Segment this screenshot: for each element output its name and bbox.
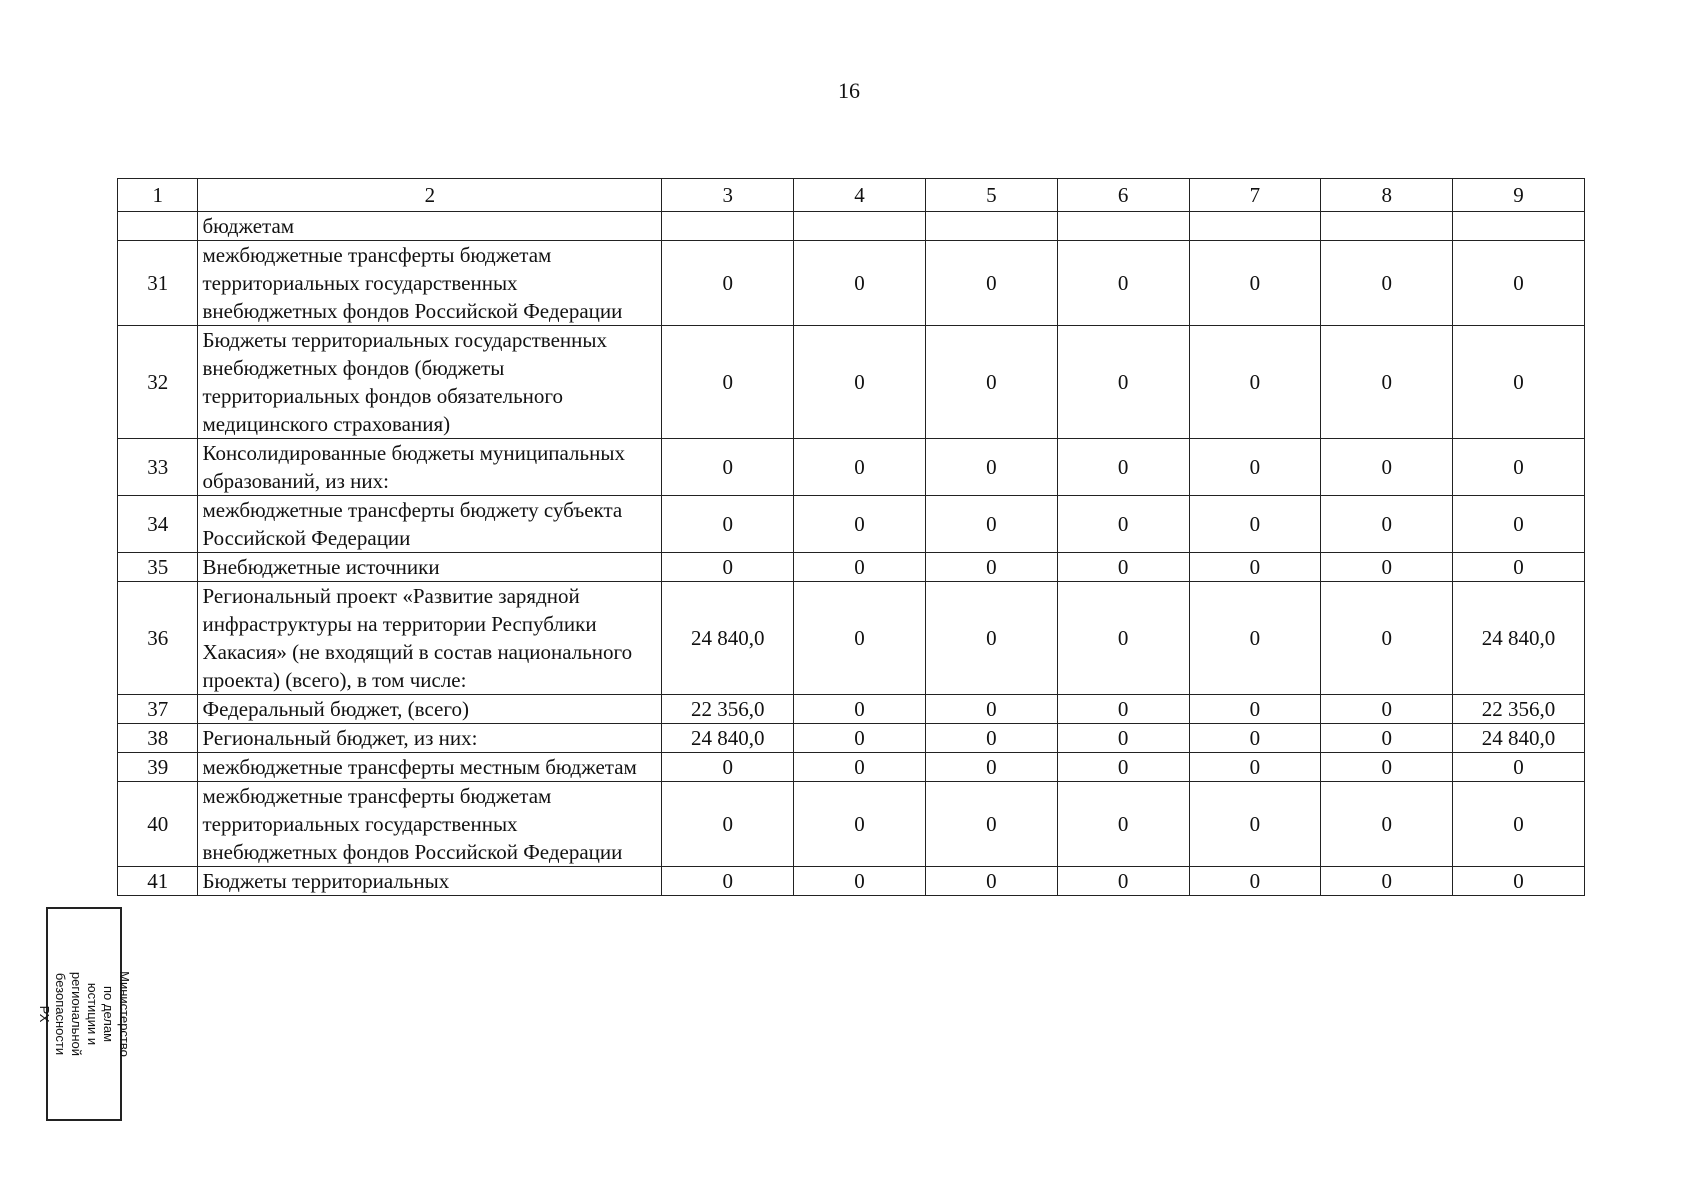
value-cell: 0 [1453, 867, 1585, 896]
value-cell: 0 [1189, 326, 1321, 439]
column-header: 6 [1057, 179, 1189, 212]
row-label: Консолидированные бюджеты муниципальных образований, из них: [198, 439, 662, 496]
value-cell: 0 [1453, 241, 1585, 326]
value-cell: 0 [662, 241, 794, 326]
value-cell: 0 [1057, 582, 1189, 695]
value-cell: 24 840,0 [1453, 724, 1585, 753]
column-header: 7 [1189, 179, 1321, 212]
value-cell: 22 356,0 [1453, 695, 1585, 724]
column-header: 8 [1321, 179, 1453, 212]
value-cell: 0 [1453, 496, 1585, 553]
value-cell: 0 [794, 326, 926, 439]
value-cell: 0 [1057, 782, 1189, 867]
value-cell [1189, 212, 1321, 241]
value-cell [1057, 212, 1189, 241]
value-cell: 0 [925, 867, 1057, 896]
value-cell: 0 [1321, 753, 1453, 782]
budget-table [117, 178, 1585, 896]
row-number: 34 [118, 496, 198, 553]
table-row [118, 241, 1585, 326]
value-cell: 0 [662, 753, 794, 782]
row-label: межбюджетные трансферты бюджету субъекта Российской Федерации [198, 496, 662, 553]
value-cell: 0 [1057, 724, 1189, 753]
value-cell [794, 212, 926, 241]
table-row [118, 582, 1585, 695]
row-label: межбюджетные трансферты местным бюджетам [198, 753, 662, 782]
value-cell: 0 [662, 496, 794, 553]
value-cell: 0 [925, 782, 1057, 867]
row-number: 39 [118, 753, 198, 782]
column-header: 3 [662, 179, 794, 212]
column-header: 1 [118, 179, 198, 212]
value-cell: 0 [1321, 782, 1453, 867]
column-header: 4 [794, 179, 926, 212]
value-cell: 0 [1189, 553, 1321, 582]
row-number: 37 [118, 695, 198, 724]
value-cell: 0 [662, 782, 794, 867]
value-cell: 0 [1189, 782, 1321, 867]
row-label: Федеральный бюджет, (всего) [198, 695, 662, 724]
column-header: 2 [198, 179, 662, 212]
row-label: межбюджетные трансферты бюджетам территориальных государственных внебюджетных фондов Российской Федерации [198, 782, 662, 867]
value-cell: 0 [1321, 326, 1453, 439]
row-label: бюджетам [198, 212, 662, 241]
row-number: 41 [118, 867, 198, 896]
value-cell: 0 [925, 582, 1057, 695]
value-cell: 0 [662, 867, 794, 896]
value-cell: 0 [1321, 582, 1453, 695]
page-number: 16 [838, 78, 860, 103]
value-cell: 24 840,0 [1453, 582, 1585, 695]
value-cell: 0 [794, 241, 926, 326]
value-cell [662, 212, 794, 241]
value-cell: 0 [1189, 695, 1321, 724]
value-cell: 0 [1321, 867, 1453, 896]
value-cell: 0 [1057, 867, 1189, 896]
value-cell [1321, 212, 1453, 241]
value-cell: 0 [1321, 241, 1453, 326]
value-cell: 0 [1057, 326, 1189, 439]
row-number: 38 [118, 724, 198, 753]
column-header: 9 [1453, 179, 1585, 212]
value-cell [1453, 212, 1585, 241]
header-row [118, 179, 1585, 212]
value-cell: 24 840,0 [662, 582, 794, 695]
table-row [118, 782, 1585, 867]
table-row [118, 753, 1585, 782]
table-row [118, 867, 1585, 896]
value-cell: 0 [1321, 439, 1453, 496]
value-cell: 0 [794, 553, 926, 582]
value-cell: 0 [662, 553, 794, 582]
row-label: межбюджетные трансферты бюджетам территориальных государственных внебюджетных фондов Российской Федерации [198, 241, 662, 326]
value-cell: 0 [1189, 867, 1321, 896]
value-cell: 0 [1321, 553, 1453, 582]
value-cell: 0 [1189, 753, 1321, 782]
value-cell: 0 [794, 695, 926, 724]
table-row [118, 553, 1585, 582]
value-cell: 0 [925, 553, 1057, 582]
value-cell: 0 [1057, 241, 1189, 326]
value-cell: 0 [794, 724, 926, 753]
value-cell: 0 [925, 753, 1057, 782]
value-cell: 0 [794, 782, 926, 867]
value-cell: 0 [1189, 582, 1321, 695]
value-cell: 0 [794, 867, 926, 896]
value-cell: 0 [794, 496, 926, 553]
row-label: Региональный проект «Развитие зарядной инфраструктуры на территории Республики Хакасия» (не входящий в состав национального проекта) (всего), в том числе: [198, 582, 662, 695]
value-cell: 0 [1057, 439, 1189, 496]
value-cell: 0 [662, 439, 794, 496]
value-cell: 0 [1189, 724, 1321, 753]
value-cell: 0 [794, 582, 926, 695]
value-cell: 0 [794, 753, 926, 782]
value-cell: 0 [1453, 439, 1585, 496]
value-cell: 0 [925, 241, 1057, 326]
value-cell: 0 [1057, 496, 1189, 553]
row-number [118, 212, 198, 241]
value-cell: 0 [1189, 439, 1321, 496]
value-cell: 0 [1189, 241, 1321, 326]
row-number: 32 [118, 326, 198, 439]
value-cell: 22 356,0 [662, 695, 794, 724]
ministry-stamp [37, 907, 132, 1121]
table-row [118, 695, 1585, 724]
table-row [118, 724, 1585, 753]
value-cell [925, 212, 1057, 241]
stamp-text: Министерство по делам юстиции и региональной безопасности РХ [37, 971, 132, 1057]
value-cell: 0 [1453, 753, 1585, 782]
value-cell: 0 [1321, 496, 1453, 553]
row-label: Бюджеты территориальных [198, 867, 662, 896]
table-row [118, 212, 1585, 241]
value-cell: 0 [1453, 553, 1585, 582]
value-cell: 0 [1057, 753, 1189, 782]
value-cell: 0 [1321, 724, 1453, 753]
row-number: 31 [118, 241, 198, 326]
value-cell: 0 [1057, 553, 1189, 582]
value-cell: 0 [925, 695, 1057, 724]
value-cell: 0 [1189, 496, 1321, 553]
row-number: 40 [118, 782, 198, 867]
value-cell: 0 [925, 724, 1057, 753]
value-cell: 24 840,0 [662, 724, 794, 753]
row-number: 33 [118, 439, 198, 496]
row-label: Внебюджетные источники [198, 553, 662, 582]
value-cell: 0 [1453, 782, 1585, 867]
row-number: 35 [118, 553, 198, 582]
value-cell: 0 [1321, 695, 1453, 724]
value-cell: 0 [1057, 695, 1189, 724]
table-row [118, 439, 1585, 496]
value-cell: 0 [794, 439, 926, 496]
table-row [118, 326, 1585, 439]
value-cell: 0 [925, 496, 1057, 553]
column-header: 5 [925, 179, 1057, 212]
table-row [118, 496, 1585, 553]
row-label: Региональный бюджет, из них: [198, 724, 662, 753]
row-number: 36 [118, 582, 198, 695]
value-cell: 0 [925, 439, 1057, 496]
value-cell: 0 [1453, 326, 1585, 439]
value-cell: 0 [925, 326, 1057, 439]
value-cell: 0 [662, 326, 794, 439]
row-label: Бюджеты территориальных государственных внебюджетных фондов (бюджеты территориальных фондов обязательного медицинского страхования) [198, 326, 662, 439]
